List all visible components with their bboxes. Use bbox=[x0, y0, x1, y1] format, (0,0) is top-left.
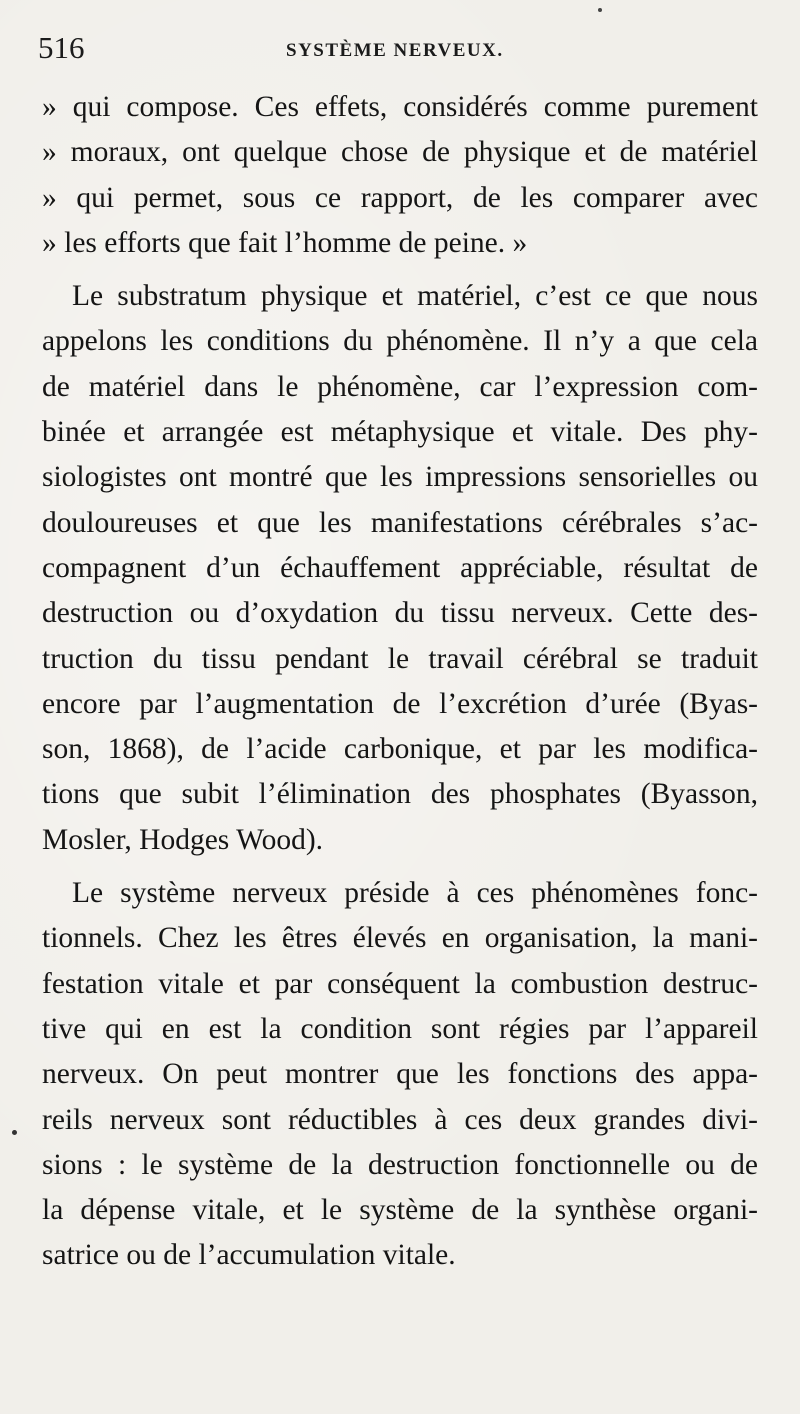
text-line: de matériel dans le phénomène, car l’expression com- bbox=[42, 370, 758, 403]
text-line: tions que subit l’élimination des phosphates (Byasson, bbox=[42, 778, 758, 811]
text-line: Mosler, Hodges Wood). bbox=[42, 823, 324, 856]
text-line: la dépense vitale, et le système de la synthèse organi- bbox=[42, 1194, 758, 1227]
text-line: compagnent d’un échauffement appréciable, résultat de bbox=[42, 551, 758, 584]
text-line: destruction ou d’oxydation du tissu nerveux. Cette des- bbox=[42, 597, 758, 630]
text-line: tionnels. Chez les êtres élevés en organisation, la mani- bbox=[42, 922, 758, 955]
text-line: satrice ou de l’accumulation vitale. bbox=[42, 1239, 456, 1272]
text-line: binée et arrangée est métaphysique et vitale. Des phy- bbox=[42, 416, 758, 449]
paragraph-systeme-nerveux bbox=[42, 871, 758, 1279]
page-header bbox=[38, 30, 758, 70]
page-number: 516 bbox=[38, 30, 85, 65]
text-line: tive qui en est la condition sont régies par l’appareil bbox=[42, 1012, 758, 1045]
paragraph-substratum bbox=[42, 274, 758, 863]
text-line: reils nerveux sont réductibles à ces deux grandes divi- bbox=[42, 1103, 758, 1136]
text-line: sions : le système de la destruction fonctionnelle ou de bbox=[42, 1148, 758, 1181]
text-line: » qui permet, sous ce rapport, de les comparer avec bbox=[42, 181, 758, 214]
body-text bbox=[42, 85, 758, 1279]
text-line: douloureuses et que les manifestations cérébrales s’ac- bbox=[42, 506, 758, 539]
text-line: encore par l’augmentation de l’excrétion d’urée (Byas- bbox=[42, 687, 758, 720]
text-line: festation vitale et par conséquent la combustion destruc- bbox=[42, 967, 758, 1000]
text-line: Le substratum physique et matériel, c’est ce que nous bbox=[72, 280, 758, 313]
text-line: son, 1868), de l’acide carbonique, et par les modifica- bbox=[42, 733, 758, 766]
text-line: nerveux. On peut montrer que les fonctions des appa- bbox=[42, 1058, 758, 1091]
margin-mark bbox=[12, 1130, 17, 1135]
text-line: Le système nerveux préside à ces phénomènes fonc- bbox=[72, 877, 758, 910]
text-line: » les efforts que fait l’homme de peine. » bbox=[42, 226, 528, 259]
text-line: truction du tissu pendant le travail cérébral se traduit bbox=[42, 642, 758, 675]
text-line: siologistes ont montré que les impressions sensorielles ou bbox=[42, 461, 758, 494]
text-line: » qui compose. Ces effets, considérés comme purement bbox=[42, 91, 758, 123]
text-line: » moraux, ont quelque chose de physique et de matériel bbox=[42, 136, 758, 169]
text-line: appelons les conditions du phénomène. Il n’y a que cela bbox=[42, 325, 758, 358]
ink-speck bbox=[598, 8, 602, 12]
running-title: SYSTÈME NERVEUX. bbox=[286, 40, 504, 61]
paragraph-quote-end bbox=[42, 85, 758, 266]
